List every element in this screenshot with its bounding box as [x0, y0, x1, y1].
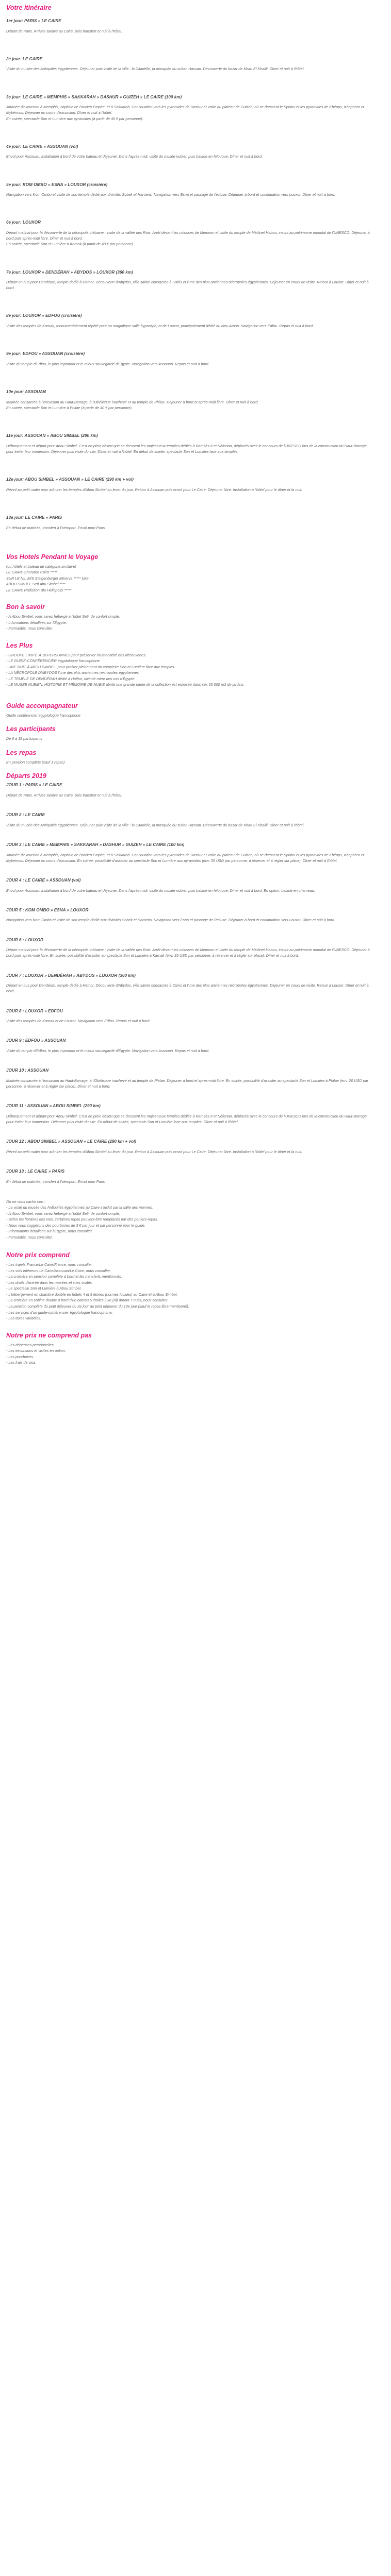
ne-comprend-list: [6, 1342, 372, 1366]
departs-day: [6, 842, 372, 863]
bon-savoir-line: - Formalités, nous consulter.: [6, 626, 53, 631]
departs-day-body: [6, 792, 372, 798]
departs-days: [6, 783, 372, 1184]
comprend-line: - Le spectacle Son et Lumière à Abou Simbel.: [6, 1286, 82, 1291]
departs-day: [6, 1038, 372, 1054]
itinerary-day-paragraph: Visite du musée des Antiquités égyptiennes. Déjeuner puis visite de la ville : la Citadelle, la mosquée du sultan Hassan. Découverte du bazar de Khan El Khalili. Dîner et nuit à l'hôtel.: [6, 66, 305, 72]
participants-section: [6, 725, 372, 742]
guide-title: Guide accompagnateur: [6, 702, 78, 709]
departs-notes: [6, 1199, 372, 1241]
departs-note-line: On ne vous cache rien :: [6, 1199, 45, 1204]
hotels-section: [6, 553, 372, 594]
itinerary-day-paragraph: Visite des temples de Karnak, monumentalement répété pour sa magnifique salle hypostyle, et de Louxor, principalement dédié au dieu Amon. Navigation vers Edfou. Repas et nuit à bord.: [6, 324, 314, 329]
itinerary-day-title: 12e jour: ABOU SIMBEL » ASSOUAN » LE CAIRE (290 km + vol): [6, 477, 134, 482]
departs-day: [6, 1104, 372, 1125]
itinerary-day: [6, 270, 372, 291]
bon-savoir-title: Bon à savoir: [6, 603, 45, 611]
itinerary-day-title: 9e jour: EDFOU » ASSOUAN (croisière): [6, 351, 85, 357]
departs-day-body: [6, 888, 372, 893]
guide-text: Guide conférencier égyptologue francophone: [6, 713, 80, 718]
itinerary-day-body: [6, 525, 372, 531]
plus-list: [6, 652, 372, 688]
departs-day-body: [6, 1179, 372, 1184]
itinerary-day-paragraph: Visite du temple d'Edfou, le plus important et le mieux sauvegardé d'Égypte. Navigation vers Assouan. Repas et nuit à bord.: [6, 361, 209, 366]
itinerary-day-title: 5e jour: KOM OMBO » ESNA » LOUXOR (croisière): [6, 182, 108, 187]
hotels-line: (ou hôtels et bateau de catégorie similaire): [6, 564, 76, 569]
itinerary-day-body: [6, 104, 372, 121]
departs-day-title: JOUR 6 : LOUXOR: [6, 937, 43, 942]
comprend-line: - Les droits d'entrée dans les musées et sites visités.: [6, 1280, 93, 1285]
departs-note-line: - Nous vous suggérons des pourboires de 3 € par jour et par personne pour le guide.: [6, 1223, 145, 1228]
comprend-line: - L'hébergement en chambre double en hôtels 4 et 5 étoiles (normes locales) au Caire et à Abou Simbel.: [6, 1292, 178, 1297]
itinerary-day-body: [6, 443, 372, 454]
itinerary-day-title: 7e jour: LOUXOR » DENDÉRAH » ABYDOS » LOUXOR (360 km): [6, 269, 133, 275]
hotels-list: [6, 564, 372, 594]
itinerary-day-body: [6, 279, 372, 291]
departs-day-title: JOUR 12 : ABOU SIMBEL » ASSOUAN » LE CAIRE (290 km + vol): [6, 1139, 136, 1144]
departs-day-paragraph: Envol pour Assouan. Installation à bord de votre bateau et déjeuner. Dans l'après-midi, visite du musée nubien puis balade en felouque. Dîner et nuit à bord. En option, balade en chameau.: [6, 888, 315, 893]
itinerary-day-body: [6, 361, 372, 367]
departs-note-line: - À Abou Simbel, vous serez hébergé à l'hôtel Seti, de confort simple.: [6, 1211, 120, 1216]
comprend-line: - La croisière en cabine double à bord d'un bateau 5 étoiles luxe (nl) durant 7 nuits, nous consulter.: [6, 1298, 169, 1303]
plus-line: - LE MUSÉE NUBIEN, HISTOIRE ET MÉMOIRE DE NUBIE abrité une grande partie de la collection est exposée dans ses 63 000 m2 de jardins.: [6, 682, 245, 687]
itinerary-day-body: [6, 154, 372, 159]
departs-day-paragraph: Visite du musée des Antiquités égyptiennes. Déjeuner puis visite de la ville : la Citadelle, la mosquée du sultan Hassan. Découverte du bazar de Khan El Khalili. Dîner et nuit à l'hôtel.: [6, 822, 305, 827]
comprend-line: - Les vols intérieurs Le Caire/Assouan/Le Caire, nous consulter.: [6, 1268, 111, 1273]
comprend-line: - Les services d'un guide-conférencier égyptologue francophone.: [6, 1310, 113, 1315]
itinerary-day-body: [6, 66, 372, 72]
departs-day: [6, 1068, 372, 1089]
departs-day-body: [6, 982, 372, 994]
departs-day-paragraph: Débarquement et départ pour Abou Simbel. C'est en plein désert que se dressent les majestueux temples dédiés à Ramsès II et Néfertari, déplacés avec le concours de l'UNESCO lors de la construction du Haut-Barrage pour éviter leur immersion. Déjeuner puis visite du site. En début de soirée, spectacle Son et Lumière face aux temples. Dîner et nuit à l'hôtel.: [6, 1113, 367, 1124]
itinerary-day-paragraph: Réveil au petit matin pour admirer les temples d'Abou Simbel au lever du jour. Retour à Assouan puis envol pour Le Caire. Déjeuner libre. Installation à l'hôtel pour le dîner et la nuit.: [6, 487, 302, 492]
departs-note-line: - Formalités, nous consulter.: [6, 1234, 53, 1240]
hotels-line: LE CAIRE Radisson Blu Heliopolis *****: [6, 587, 72, 592]
repas-text: En pension complète (sauf 1 repas): [6, 759, 65, 765]
departs-day-body: [6, 947, 372, 958]
comprend-line: - La pension complète du petit déjeuner du 2e jour au petit déjeuner du 13e jour (sauf le repas libre mentionné).: [6, 1303, 189, 1309]
bon-savoir-line: - Informations détaillées sur l'Égypte.: [6, 620, 67, 625]
itinerary-days: [6, 19, 372, 531]
departs-day-body: [6, 822, 372, 828]
departs-day: [6, 1139, 372, 1155]
departs-day: [6, 783, 372, 798]
itinerary-day-body: [6, 399, 372, 411]
ne-comprend-line: - Les pourboires.: [6, 1354, 34, 1359]
departs-day: [6, 1169, 372, 1184]
participants-title: Les participants: [6, 725, 56, 733]
itinerary-day-body: [6, 487, 372, 493]
bon-savoir-list: [6, 614, 372, 632]
departs-day-title: JOUR 5 : KOM OMBO » ESNA » LOUXOR: [6, 907, 89, 912]
departs-day-paragraph: Navigation vers Kom Ombo et visite de son temple dédié aux divinités Sobek et Haroeris. Navigation vers Esna et passage de l'écluse. Déjeuner à bord et continuation vers Louxor. Dîner et nuit à bord.: [6, 918, 335, 923]
itinerary-day: [6, 57, 372, 72]
itinerary-day-title: 2e jour: LE CAIRE: [6, 56, 43, 61]
departs-day-paragraph: Visite des temples de Karnak et de Louxor. Navigation vers Edfou. Repas et nuit à bord.: [6, 1019, 151, 1024]
departs-day: [6, 878, 372, 893]
itinerary-day-title: 1er jour: PARIS » LE CAIRE: [6, 19, 61, 23]
itinerary-day-title: 10e jour: ASSOUAN: [6, 389, 46, 395]
departs-day-paragraph: Départ matinal pour la découverte de la nécropole thébaine : visite de la vallée des Rois. Arrêt devant les colosses de Memnon et visite du temple de Médinet Habou, inscrit au patrimoine mondial de l'UNESCO. Déjeuner à bord puis après-midi libre. En soirée, possibilité d'assister au spectacle Son et Lumière à Karnak (env. 35 USD par personne, à réserver et à régler sur place). Dîner et nuit à bord.: [6, 947, 370, 958]
ne-comprend-title: Notre prix ne comprend pas: [6, 1331, 92, 1339]
plus-title: Les Plus: [6, 641, 33, 649]
departs-day-title: JOUR 1 : PARIS » LE CAIRE: [6, 783, 62, 788]
itinerary-day-body: [6, 323, 372, 329]
itinerary-day-title: 13e jour: LE CAIRE » PARIS: [6, 515, 62, 520]
itinerary-day: [6, 19, 372, 34]
departs-day: [6, 973, 372, 994]
itinerary-day-title: 11e jour: ASSOUAN » ABOU SIMBEL (290 km): [6, 433, 98, 438]
departs-day-body: [6, 917, 372, 923]
itinerary-day-title: 3e jour: LE CAIRE » MEMPHIS » SAKKARAH » DASHUR » GUIZEH » LE CAIRE (100 km): [6, 94, 182, 99]
departs-day-title: JOUR 3 : LE CAIRE » MEMPHIS » SAKKARAH » DASHUR » GUIZEH » LE CAIRE (100 km): [6, 842, 185, 848]
ne-comprend-line: - Les excursions et visites en option.: [6, 1348, 66, 1353]
itinerary-day-title: 4e jour: LE CAIRE » ASSOUAN (vol): [6, 144, 78, 149]
departs-day-body: [6, 852, 372, 863]
departs-day-title: JOUR 4 : LE CAIRE » ASSOUAN (vol): [6, 878, 81, 883]
ne-comprend-section: [6, 1332, 372, 1366]
repas-title: Les repas: [6, 749, 37, 756]
comprend-title: Notre prix comprend: [6, 1251, 70, 1259]
departs-day-paragraph: Départ de Paris. Arrivée tardive au Caire, puis transfert et nuit à l'hôtel.: [6, 793, 122, 798]
plus-line: - UNE NUIT À ABOU SIMBEL, pour profiter pleinement du complexe Son et Lumière face aux temples.: [6, 664, 175, 669]
itinerary-day-paragraph: Envol pour Assouan. Installation à bord de votre bateau et déjeuner. Dans l'après-midi, visite du musée nubien puis balade en felouque. Dîner et nuit à bord.: [6, 154, 263, 159]
departs-day-title: JOUR 7 : LOUXOR » DENDÉRAH » ABYDOS » LOUXOR (360 km): [6, 973, 136, 978]
itinerary-day: [6, 389, 372, 411]
participants-text: De 6 à 18 participants: [6, 736, 42, 741]
itinerary-day: [6, 313, 372, 329]
departs-day-title: JOUR 11 : ASSOUAN » ABOU SIMBEL (290 km): [6, 1104, 101, 1109]
itinerary-day-paragraph: Départ de Paris. Arrivée tardive au Caire, puis transfert et nuit à l'hôtel.: [6, 28, 122, 33]
departs-title: Départs 2019: [6, 772, 46, 780]
departs-day: [6, 812, 372, 828]
departs-day-paragraph: Départ en bus pour Dendérah, temple dédié à Hathor. Découverte d'Abydos, ville sainte consacrée à Osiris et l'une des plus anciennes nécropoles égyptiennes. Déjeuner en cours de visite. Retour à Louxor. Dîner et nuit à bord.: [6, 983, 369, 994]
comprend-line: - Les trajets France/Le Caire/France, nous consulter.: [6, 1262, 93, 1267]
itinerary-day-body: [6, 192, 372, 197]
itinerary-day: [6, 95, 372, 122]
itinerary-day-paragraph: En soirée, spectacle Son et Lumière aux pyramides (à partir de 40 € par personne).: [6, 116, 143, 121]
comprend-line: - La croisière en pension complète à bord et les transferts mentionnés.: [6, 1274, 122, 1279]
itinerary-day-paragraph: Débarquement et départ pour Abou Simbel. C'est en plein désert que se dressent les majestueux temples dédiés à Ramsès II et Néfertari, déplacés avec le concours de l'UNESCO lors de la construction du Haut-Barrage pour éviter leur immersion. Déjeuner puis visite du site. Dîner et nuit à l'hôtel. En début de soirée, spectacle Son et Lumière face aux temples.: [6, 443, 367, 454]
departs-day-title: JOUR 8 : LOUXOR » EDFOU: [6, 1008, 63, 1013]
plus-line: - LE GUIDE-CONFÉRENCIER égyptologue francophone.: [6, 658, 101, 664]
plus-section: [6, 642, 372, 688]
plus-line: - LE TEMPLE DE DENDÉRAH dédié à Hathor, divinité mère des rois d'Égypte.: [6, 676, 136, 681]
departs-day-body: [6, 1018, 372, 1024]
itinerary-day: [6, 144, 372, 160]
itinerary-day-paragraph: En soirée, spectacle Son et Lumière à Karnak (à partir de 40 € par personne).: [6, 242, 134, 247]
departs-note-line: - Informations détaillées sur l'Égypte, nous consulter.: [6, 1229, 93, 1234]
hotels-line: ABOU SIMBEL Seti Abu Simbel ****: [6, 582, 66, 587]
itinerary-day: [6, 220, 372, 247]
departs-day-body: [6, 1048, 372, 1054]
departs-section: [6, 772, 372, 1240]
plus-line: - GROUPE LIMITÉ À 18 PERSONNES pour préserver l'authenticité des découvertes.: [6, 652, 146, 657]
itinerary-day-paragraph: En début de matinée, transfert à l'aéroport. Envol pour Paris.: [6, 525, 106, 530]
departs-day-body: [6, 1113, 372, 1125]
departs-day-paragraph: Matinée consacrée à l'excursion au Haut-Barrage, à l'Obélisque inachevé et au temple de Philae. Déjeuner à bord et après-midi libre. En soirée, possibilité d'assister au spectacle Son et Lumière à Philae (env. 20 USD par personne, à réserver et à régler sur place). Dîner et nuit à bord.: [6, 1078, 368, 1089]
ne-comprend-line: - Les dépenses personnelles.: [6, 1342, 55, 1347]
repas-section: [6, 749, 372, 766]
departs-day-title: JOUR 2 : LE CAIRE: [6, 812, 45, 818]
departs-day: [6, 1009, 372, 1024]
departs-day: [6, 908, 372, 923]
ne-comprend-line: - Les frais de visa.: [6, 1360, 37, 1365]
departs-day-title: JOUR 9 : EDFOU » ASSOUAN: [6, 1038, 66, 1043]
departs-note-line: - La visite du musée des Antiquités égyptiennes au Caire s'inclut par la salle des momies.: [6, 1205, 153, 1210]
itinerary-day: [6, 351, 372, 367]
itinerary-day-paragraph: Départ matinal pour la découverte de la nécropole thébaine : visite de la vallée des Rois. Arrêt devant les colosses de Memnon et visite du temple de Médinet Habou, inscrit au patrimoine mondial de l'UNESCO. Déjeuner à bord puis après-midi libre. Dîner et nuit à bord.: [6, 230, 370, 241]
itinerary-day-paragraph: En soirée, spectacle Son et Lumière à Philae (à partir de 40 € par personne).: [6, 405, 133, 410]
departs-day-paragraph: Visite du temple d'Edfou, le plus important et le mieux sauvegardé d'Égypte. Navigation vers Assouan. Repas et nuit à bord.: [6, 1048, 209, 1054]
departs-day-body: [6, 1149, 372, 1155]
itinerary-day-body: [6, 28, 372, 34]
itinerary-day: [6, 515, 372, 531]
itinerary-title: Votre itinéraire: [6, 4, 52, 11]
hotels-line: LE CAIRE Sheraton Cairo *****: [6, 570, 58, 575]
hotels-line: SUR LE NIL M/S Steigenberger Minerva ***** luxe: [6, 575, 89, 581]
itinerary-section: [6, 4, 372, 531]
itinerary-day-title: 8e jour: LOUXOR » EDFOU (croisière): [6, 313, 82, 318]
departs-day-title: JOUR 13 : LE CAIRE » PARIS: [6, 1168, 65, 1174]
comprend-section: [6, 1251, 372, 1321]
departs-day: [6, 938, 372, 959]
itinerary-day: [6, 433, 372, 454]
comprend-list: [6, 1262, 372, 1321]
hotels-title: Vos Hotels Pendant le Voyage: [6, 553, 99, 561]
itinerary-day-title: 6e jour: LOUXOR: [6, 220, 41, 225]
itinerary-day-paragraph: Journée d'excursion à Memphis, capitale de l'ancien Empire, et à Sakkarah. Continuation vers les pyramides de Dashur et visite du plateau de Guizeh, où se dressent le Sphinx et les pyramides de Khéops, Khephren et Mykérinos. Déjeuner en cours d'excursion. Dîner et nuit à l'hôtel.: [6, 105, 364, 115]
comprend-line: - Les taxes variables.: [6, 1316, 41, 1321]
departs-day-paragraph: Journée d'excursion à Memphis, capitale de l'ancien Empire, et à Sakkarah. Continuation vers les pyramides de Dashur et visite du plateau de Guizeh, où se dressent le Sphinx et les pyramides de Khéops, Khephren et Mykérinos. Déjeuner en cours d'excursion. En soirée, possibilité d'assister au spectacle Son et Lumière aux pyramides (env. 35 USD par personne, à réserver et à régler sur place). Dîner et nuit à l'hôtel.: [6, 852, 364, 863]
itinerary-day-body: [6, 230, 372, 247]
itinerary-day-paragraph: Navigation vers Kom Ombo et visite de son temple dédié aux divinités Sobek et Haroeris. Navigation vers Esna et passage de l'écluse. Déjeuner à bord et continuation vers Louxor. Dîner et nuit à bord.: [6, 192, 335, 197]
departs-day-body: [6, 1078, 372, 1089]
itinerary-day-paragraph: Matinée consacrée à l'excursion au Haut-Barrage, à l'Obélisque inachevé et au temple de Philae. Déjeuner à bord et après-midi libre. Dîner et nuit à bord.: [6, 399, 259, 404]
bon-savoir-line: - À Abou Simbel, vous serez hébergé à l'hôtel Seti, de confort simple.: [6, 614, 120, 619]
guide-section: [6, 702, 372, 719]
departs-day-paragraph: En début de matinée, transfert à l'aéroport. Envol pour Paris.: [6, 1179, 106, 1184]
bon-savoir-section: [6, 603, 372, 632]
departs-note-line: - Selon les horaires des vols, certaines repas peuvent être remplacés par des paniers-repas.: [6, 1217, 158, 1222]
departs-day-paragraph: Réveil au petit matin pour admirer les temples d'Abou Simbel au lever du jour. Retour à Assouan puis envol pour Le Caire. Déjeuner libre. Installation à l'hôtel pour le dîner et la nuit.: [6, 1149, 302, 1154]
departs-day-title: JOUR 10 : ASSOUAN: [6, 1068, 49, 1073]
itinerary-day: [6, 182, 372, 198]
plus-line: - LA NÉCROPOLE D'ABYDOS l'une des plus anciennes nécropoles égyptiennes.: [6, 670, 140, 675]
itinerary-day-paragraph: Départ en bus pour Dendérah, temple dédié à Hathor. Découverte d'Abydos, ville sainte consacrée à Osiris et l'une des plus anciennes nécropoles égyptiennes. Déjeuner en cours de visite. Retour à Louxor. Dîner et nuit à bord.: [6, 280, 369, 291]
itinerary-day: [6, 477, 372, 493]
